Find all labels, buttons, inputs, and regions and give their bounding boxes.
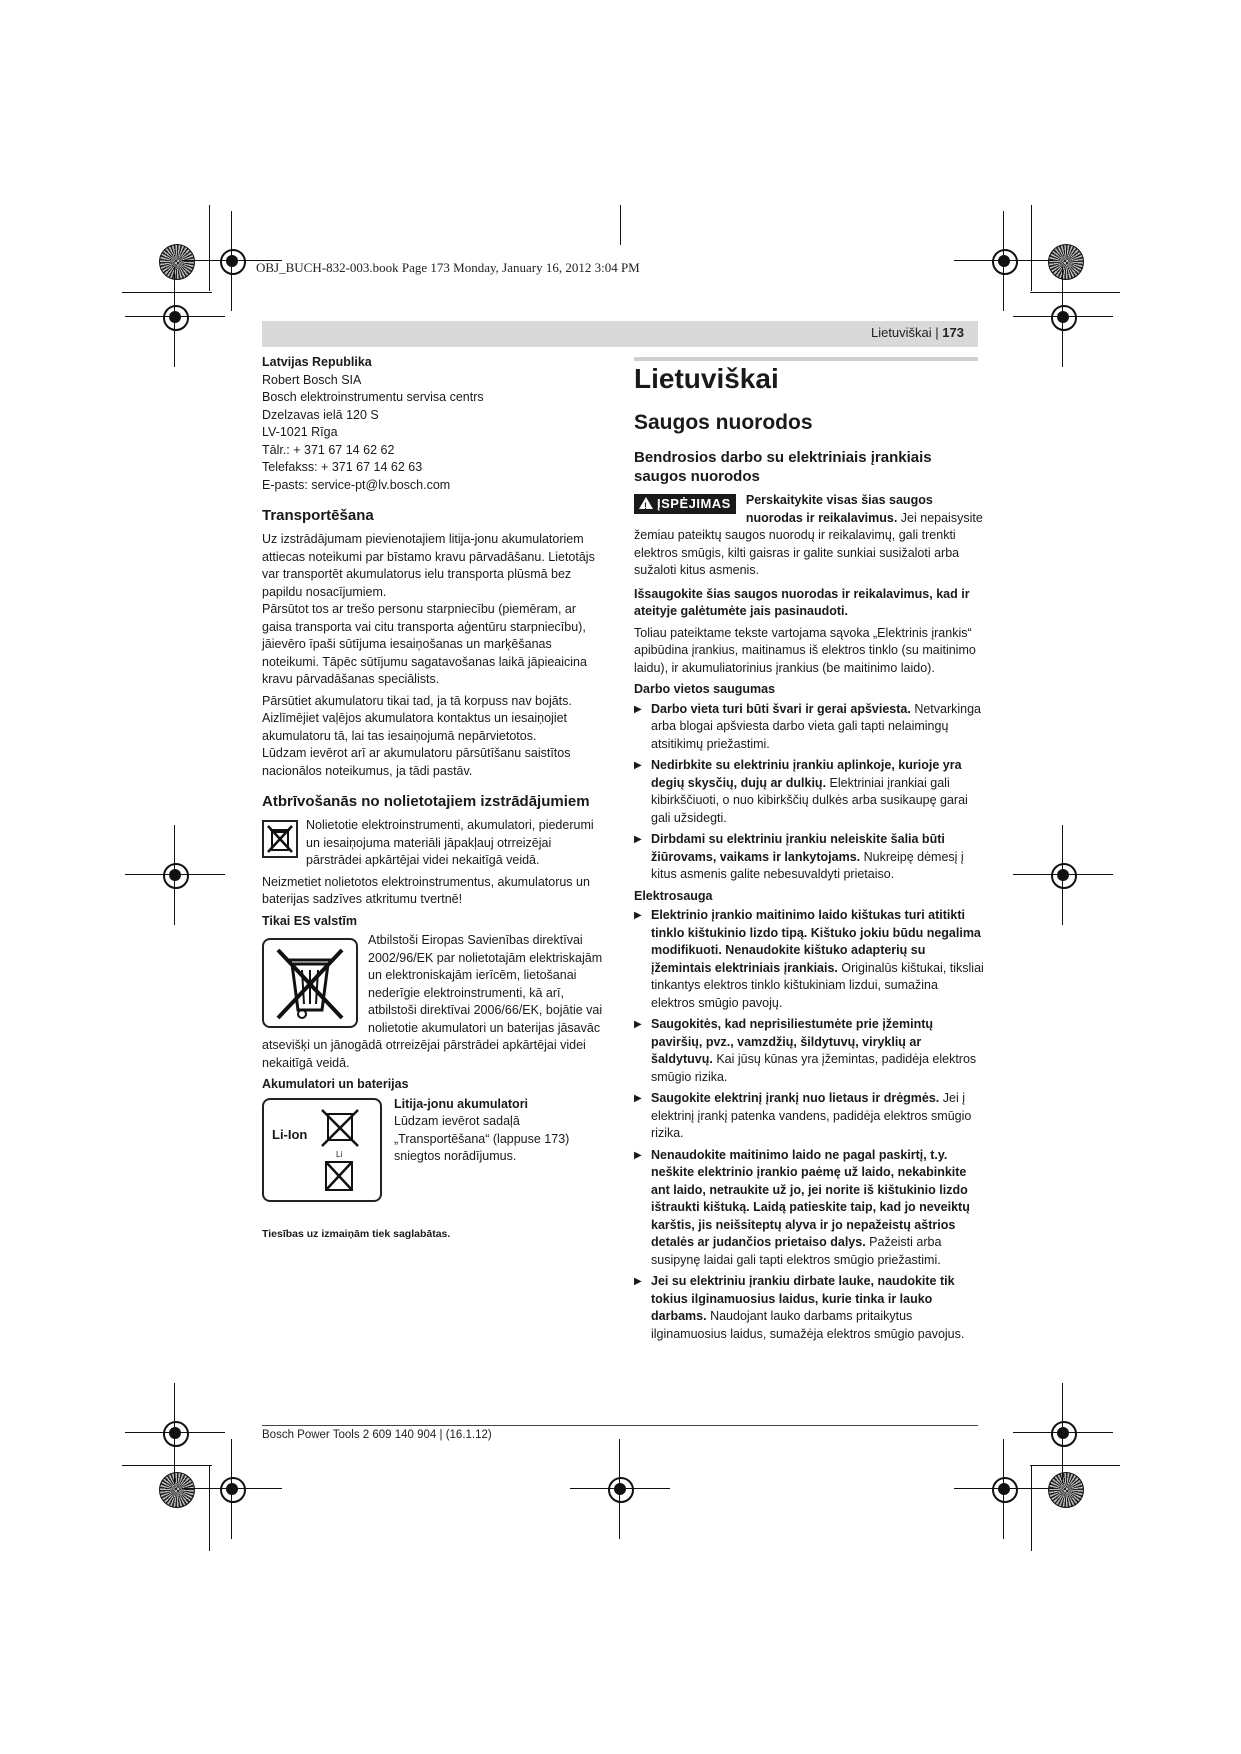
weee-crossed-bin-icon bbox=[262, 938, 358, 1028]
crosshair-mark-mid-left bbox=[155, 855, 195, 895]
trim-line-top-left bbox=[122, 292, 212, 293]
liion-heading: Litija-jonu akumulatori bbox=[394, 1096, 529, 1111]
electric-safety-heading: Elektrosauga bbox=[634, 888, 713, 903]
registration-rose-top-right bbox=[1048, 244, 1084, 280]
warning-text: Jei nepaisysite žemiau pateiktų saugos nuorodų ir reikalavimų, gali trenkti elektros smūgis, kilti gaisras ir galite sunkiai susižaloti arba sužaloti kitus asmenis. bbox=[634, 510, 983, 577]
liion-block bbox=[262, 1096, 607, 1202]
bullet-arrow-icon: ▶ bbox=[634, 1276, 642, 1287]
disposal-block bbox=[262, 817, 607, 874]
crosshair-mark-lower-right bbox=[1043, 1413, 1083, 1453]
address-line: Bosch elektroinstrumentu servisa centrs bbox=[262, 390, 484, 404]
warning-triangle-icon bbox=[639, 497, 653, 509]
trim-line-bottom-right bbox=[1030, 1465, 1120, 1466]
item-text: Pažeisti arba susipynę laidai gali tapti elektros smūgio priežastimi. bbox=[651, 1235, 942, 1267]
warning-bold-text: Perskaitykite visas šias saugos nuorodas ir reikalavimus. bbox=[745, 493, 933, 525]
footer-rule bbox=[262, 1425, 978, 1426]
eu-paragraph: Atbilstoši Eiropas Savienības direktīvai 2002/96/EK par nolietotajām elektriskajām un elektroniskajām ierīcēm, lietošanai nederīgie elektroinstrumenti, kā arī, atbilstoši direktīvai 2006/66/EK, bojātie vai nolietotie akumulatori un baterijas jāsavāc atsevišķi un jānogādā otrreizējai pārstrādei apkārtējai videi nekaitīgā veidā. bbox=[262, 933, 603, 1070]
address-line: Dzelzavas ielā 120 S bbox=[262, 407, 379, 422]
bullet-arrow-icon: ▶ bbox=[634, 834, 642, 845]
recycle-bin-icon bbox=[262, 820, 298, 858]
item-bold: Jei su elektriniu įrankiu dirbate lauke, naudokite tik tokius ilginamuosius laidus, kurie tinka ir lauko darbams. bbox=[651, 1274, 955, 1323]
rights-note: Tiesības uz izmaiņām tiek saglabātas. bbox=[262, 1227, 451, 1240]
transport-paragraph: Pārsūtiet akumulatoru tikai tad, ja tā korpuss nav bojāts. Aizlīmējiet vaļējos akumulatora kontaktus un iesaiņojiet akumulatoru tā, lai tas iesaiņojumā nepārvietotos. bbox=[262, 693, 572, 743]
subsection-heading: Bendrosios darbo su elektriniais įrankiais saugos nuorodos bbox=[634, 449, 932, 485]
transport-paragraph: Uz izstrādājumam pievienotajiem litija-jonu akumulatoriem attiecas noteikumi par bīstamo kravu pārvadāšanu. Lietotājs var transportēt akumulatorus ielu transporta plūsmā bez papildu nosacījumiem. bbox=[262, 532, 595, 599]
registration-rose-bottom-right bbox=[1048, 1472, 1084, 1508]
crosshair-mark-lower-left bbox=[155, 1413, 195, 1453]
trim-line-left-top bbox=[209, 205, 210, 291]
address-line: Telefakss: + 371 67 14 62 63 bbox=[262, 460, 423, 474]
transport-paragraph: Pārsūtot tos ar trešo personu starpniecību (piemēram, ar gaisa transporta vai citu transporta aģentūru starpniecību), jāievēro īpaši sūtījuma iesaiņošanas un marķēšanas noteikumi. Tāpēc sūtījumu sagatavošanas laikā jāpieaicina kravu pārvadāšanas speciālists. bbox=[262, 602, 587, 686]
item-text: Originalūs kištukai, tiksliai tinkantys elektros tinklo kištukiniam lizdui, sumažina elektros smūgio pavojų. bbox=[651, 960, 984, 1010]
workplace-heading: Darbo vietos saugumas bbox=[634, 682, 776, 696]
list-item bbox=[634, 1273, 984, 1343]
item-text: Naudojant lauko darbams pritaikytus ilginamuosius laidus, sumažėja elektros smūgio pavojus. bbox=[651, 1309, 965, 1341]
print-job-header: OBJ_BUCH-832-003.book Page 173 Monday, January 16, 2012 3:04 PM bbox=[256, 260, 640, 275]
address-block bbox=[262, 354, 607, 494]
crosshair-mark-bottom-right bbox=[984, 1469, 1024, 1509]
list-item bbox=[634, 831, 984, 884]
bullet-arrow-icon: ▶ bbox=[634, 1019, 642, 1030]
transport-paragraph: Lūdzam ievērot arī ar akumulatoru pārsūtīšanu saistītos nacionālos noteikumus, ja tādi pastāv. bbox=[262, 746, 571, 778]
transport-heading: Transportēšana bbox=[262, 507, 374, 524]
trim-line-left-bottom bbox=[209, 1465, 210, 1551]
address-line: E-pasts: service-pt@lv.bosch.com bbox=[262, 477, 451, 492]
trim-line-center-top bbox=[620, 205, 621, 245]
registration-rose-bottom-left bbox=[159, 1472, 195, 1508]
address-line: Tālr.: + 371 67 14 62 62 bbox=[262, 442, 395, 457]
address-line: Robert Bosch SIA bbox=[262, 372, 362, 387]
left-column bbox=[262, 354, 607, 1243]
batteries-heading: Akumulatori un baterijas bbox=[262, 1077, 409, 1091]
item-text: Elektriniai įrankiai gali kibirkščiuoti, o nuo kibirkščių dulkės arba susikaupę garai gali užsidegti. bbox=[651, 775, 968, 825]
list-item bbox=[634, 907, 984, 1012]
eu-heading: Tikai ES valstīm bbox=[262, 913, 357, 928]
page-header-label bbox=[871, 325, 964, 340]
item-bold: Elektrinio įrankio maitinimo laido kištukas turi atitikti tinklo kištukinio lizdo tipą. Kištuko jokiu būdu negalima modifikuoti. Nenaudokite kištuko adapterių su įžemintais elektriniais įrankiais. bbox=[651, 908, 981, 975]
eu-block bbox=[262, 932, 607, 1072]
trim-line-right-top bbox=[1031, 205, 1032, 291]
trim-line-top-right bbox=[1030, 292, 1120, 293]
term-definition: Toliau pateiktame tekste vartojama sąvoka „Elektrinis įrankis“ apibūdina įrankius, maitinamus iš elektros tinklo (su maitinimo laidu), ir akumuliatorinius įrankius (be maitinimo laido). bbox=[634, 625, 976, 675]
item-bold: Darbo vieta turi būti švari ir gerai apšviesta. bbox=[651, 701, 911, 716]
page-title: Lietuviškai bbox=[634, 363, 779, 394]
item-bold: Dirbdami su elektriniu įrankiu neleiskite šalia būti žiūrovams, vaikams ir lankytojams. bbox=[651, 832, 945, 864]
right-column bbox=[634, 362, 984, 1347]
page-number: 173 bbox=[942, 325, 964, 340]
warning-badge bbox=[634, 494, 736, 514]
trim-line-bottom-left bbox=[122, 1465, 212, 1466]
disposal-paragraph: Neizmetiet nolietotos elektroinstrumentus, akumulatorus un baterijas sadzīves atkritumu tvertnē! bbox=[262, 874, 590, 906]
list-item bbox=[634, 1090, 984, 1143]
crosshair-mark-upper-right bbox=[1043, 297, 1083, 337]
crosshair-mark-upper-left bbox=[155, 297, 195, 337]
page-header-bar bbox=[262, 321, 978, 347]
header-separator: | bbox=[935, 325, 943, 340]
crosshair-mark-top-left bbox=[212, 241, 252, 281]
keep-instructions: Išsaugokite šias saugos nuorodas ir reikalavimus, kad ir ateityje galėtumėte jais pasinaudoti. bbox=[634, 586, 970, 618]
disposal-paragraph: Nolietotie elektroinstrumenti, akumulatori, piederumi un iesaiņojuma materiāli jāpakļauj otrreizējai pārstrādei apkārtējai videi nekaitīgā veidā. bbox=[306, 818, 594, 867]
liion-paragraph: Lūdzam ievērot sadaļā „Transportēšana“ (lappuse 173) sniegtos norādījumus. bbox=[394, 1114, 570, 1163]
address-line: LV-1021 Rīga bbox=[262, 425, 338, 439]
bullet-arrow-icon: ▶ bbox=[634, 1149, 642, 1161]
registration-rose-top-left bbox=[159, 244, 195, 280]
trim-line-right-bottom bbox=[1031, 1465, 1032, 1551]
crosshair-mark-mid-right bbox=[1043, 855, 1083, 895]
bullet-arrow-icon: ▶ bbox=[634, 703, 642, 715]
item-text: Kai jūsų kūnas yra įžemintas, padidėja elektros smūgio rizika. bbox=[651, 1052, 977, 1084]
section-heading: Saugos nuorodos bbox=[634, 411, 813, 434]
disposal-heading: Atbrīvošanās no nolietotajiem izstrādājumiem bbox=[262, 793, 590, 810]
page-footer: Bosch Power Tools 2 609 140 904 | (16.1.12) bbox=[262, 1429, 492, 1441]
list-item bbox=[634, 1016, 984, 1086]
bullet-arrow-icon: ▶ bbox=[634, 760, 642, 771]
list-item bbox=[634, 1147, 984, 1270]
list-item bbox=[634, 701, 984, 754]
item-bold: Saugokitės, kad neprisiliestumėte prie įžemintų paviršių, pvz., vamzdžių, šildytuvų, viryklių ar šaldytuvų. bbox=[651, 1017, 934, 1066]
crosshair-mark-bottom-center bbox=[600, 1469, 640, 1509]
address-title: Latvijas Republika bbox=[262, 355, 372, 369]
warning-block bbox=[634, 492, 984, 580]
bullet-arrow-icon: ▶ bbox=[634, 1093, 642, 1104]
li-ion-label: Li-Ion bbox=[272, 1126, 308, 1142]
item-text: Netvarkinga arba blogai apšviesta darbo vieta gali tapti nelaimingų atsitikimų priežastimi. bbox=[651, 701, 982, 751]
item-text: Nukreipę dėmesį į kitus asmenis galite nebesuvaldyti prietaiso. bbox=[651, 849, 964, 881]
crosshair-mark-top-right bbox=[984, 241, 1024, 281]
item-text: Jei į elektrinį įrankį patenka vandens, padidėja elektros smūgio rizika. bbox=[651, 1091, 972, 1140]
item-bold: Saugokite elektrinį įrankį nuo lietaus ir drėgmės. bbox=[651, 1091, 940, 1105]
header-rule bbox=[634, 357, 978, 361]
header-language: Lietuviškai bbox=[870, 325, 932, 340]
item-bold: Nedirbkite su elektriniu įrankiu aplinkoje, kurioje yra degių skysčių, dujų ar dulkių. bbox=[651, 758, 962, 790]
bullet-arrow-icon: ▶ bbox=[634, 910, 642, 921]
warning-badge-label: ĮSPĖJIMAS bbox=[657, 496, 731, 511]
list-item bbox=[634, 757, 984, 827]
li-small-label: Li bbox=[336, 1149, 343, 1159]
item-bold: Nenaudokite maitinimo laido ne pagal paskirtį, t.y. neškite elektrinio įrankio paėmę už laido, nekabinkite ant laido, netraukite už jo, jei norite iš kištukinio lizdo ištraukti kištuką. Laidą patieskite taip, kad jo neveiktų karštis, jis neišsiteptų alyva ir jo nepažeistų aštrios detalės ar judančios prietaiso dalys. bbox=[651, 1147, 970, 1249]
crosshair-mark-bottom-left bbox=[212, 1469, 252, 1509]
li-ion-battery-icon bbox=[262, 1098, 382, 1202]
